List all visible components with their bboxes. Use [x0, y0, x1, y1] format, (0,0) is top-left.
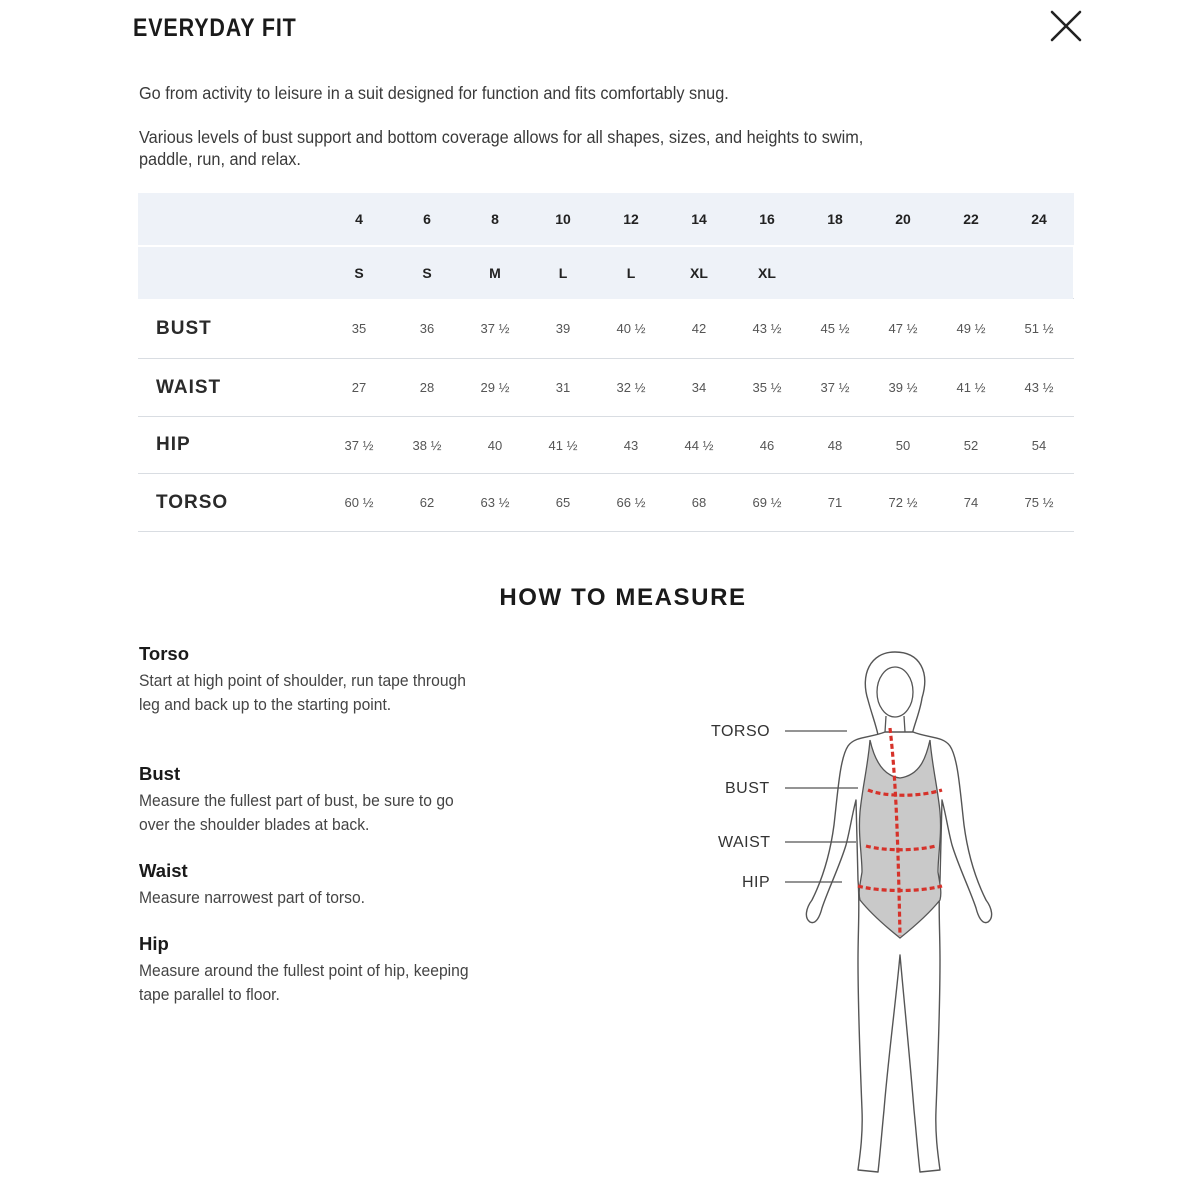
how-to-measure-title: HOW TO MEASURE — [499, 584, 747, 611]
table-cell: 40 — [487, 437, 503, 453]
table-cell: 74 — [963, 495, 979, 510]
table-cell: 48 — [827, 437, 843, 453]
measure-heading: Torso — [139, 643, 190, 664]
measure-bust — [139, 763, 479, 837]
letter-size: XL — [665, 247, 733, 299]
table-cell: 41 ½ — [956, 380, 986, 395]
row-label: TORSO — [156, 491, 229, 513]
table-cell: 60 ½ — [344, 495, 374, 510]
table-cell: 32 ½ — [616, 380, 646, 395]
table-cell: 37 ½ — [480, 321, 510, 336]
table-cell: 37 ½ — [820, 380, 850, 395]
table-cell: 40 ½ — [616, 321, 646, 336]
intro-text-2: Various levels of bust support and bottom coverage allows for all shapes, sizes, and heights to swim, paddle, run, and relax. — [139, 127, 864, 169]
label-waist: WAIST — [718, 834, 771, 851]
row-label: HIP — [156, 434, 191, 455]
table-cell: 37 ½ — [344, 437, 374, 453]
body-measurement-figure — [700, 640, 1030, 1185]
letter-size — [801, 247, 869, 299]
letter-size: S — [325, 247, 393, 299]
header-spacer — [138, 247, 325, 299]
letter-size: S — [393, 247, 461, 299]
table-cell: 43 — [623, 437, 639, 453]
measure-description: Measure around the fullest point of hip, keeping tape parallel to floor. — [139, 961, 469, 1004]
table-cell: 75 ½ — [1024, 495, 1054, 510]
label-torso: TORSO — [711, 723, 771, 740]
table-cell: 62 — [419, 495, 435, 510]
table-cell: 35 ½ — [752, 380, 782, 395]
letter-size: L — [597, 247, 665, 299]
table-cell: 50 — [895, 437, 911, 453]
size-number: 10 — [555, 211, 571, 227]
row-label: WAIST — [156, 376, 222, 398]
measure-torso — [139, 643, 479, 717]
table-cell: 71 — [827, 495, 843, 510]
size-number: 6 — [423, 211, 431, 227]
label-hip: HIP — [742, 874, 771, 891]
table-cell: 31 — [555, 380, 571, 395]
size-number-row — [138, 193, 1074, 247]
table-cell: 29 ½ — [480, 380, 510, 395]
size-number: 22 — [963, 211, 979, 227]
table-cell: 66 ½ — [616, 495, 646, 510]
table-cell: 63 ½ — [480, 495, 510, 510]
close-icon — [1046, 6, 1086, 46]
size-chart-table — [138, 193, 1074, 532]
table-cell: 38 ½ — [412, 437, 442, 453]
page-title: EVERYDAY FIT — [133, 14, 297, 42]
table-row-waist — [138, 359, 1074, 417]
size-number: 14 — [691, 211, 707, 227]
table-cell: 45 ½ — [820, 321, 850, 336]
measure-hip — [139, 933, 479, 1007]
table-cell: 68 — [691, 495, 707, 510]
size-number: 24 — [1031, 211, 1047, 227]
table-cell: 49 ½ — [956, 321, 986, 336]
table-cell: 42 — [691, 321, 707, 336]
table-row-hip — [138, 417, 1074, 474]
table-cell: 27 — [351, 380, 367, 395]
table-cell: 43 ½ — [752, 321, 782, 336]
size-number: 12 — [623, 211, 639, 227]
table-cell: 51 ½ — [1024, 321, 1054, 336]
table-cell: 43 ½ — [1024, 380, 1054, 395]
table-cell: 34 — [691, 380, 707, 395]
letter-size-row — [138, 247, 1074, 299]
table-cell: 54 — [1031, 437, 1047, 453]
table-cell: 41 ½ — [548, 437, 578, 453]
table-cell: 52 — [963, 437, 979, 453]
measure-description: Measure narrowest part of torso. — [139, 888, 366, 907]
letter-size: XL — [733, 247, 801, 299]
table-cell: 47 ½ — [888, 321, 918, 336]
measure-description: Measure the fullest part of bust, be sure to go over the shoulder blades at back. — [139, 791, 454, 834]
letter-size: L — [529, 247, 597, 299]
table-cell: 39 — [555, 321, 571, 336]
table-cell: 69 ½ — [752, 495, 782, 510]
size-number: 18 — [827, 211, 843, 227]
measure-heading: Waist — [139, 860, 188, 881]
table-cell: 72 ½ — [888, 495, 918, 510]
size-number: 16 — [759, 211, 775, 227]
row-label: BUST — [156, 317, 212, 339]
table-cell: 39 ½ — [888, 380, 918, 395]
close-button[interactable] — [1046, 6, 1086, 46]
letter-size — [1005, 247, 1073, 299]
size-number: 8 — [491, 211, 499, 227]
table-cell: 36 — [419, 321, 435, 336]
size-number: 20 — [895, 211, 911, 227]
table-cell: 28 — [419, 380, 435, 395]
measure-description: Start at high point of shoulder, run tape through leg and back up to the starting point. — [139, 671, 466, 714]
measure-waist — [139, 860, 479, 910]
intro-text-1: Go from activity to leisure in a suit designed for function and fits comfortably snug. — [139, 83, 729, 103]
figure-head — [877, 667, 913, 717]
table-cell: 35 — [351, 321, 367, 336]
letter-size — [869, 247, 937, 299]
letter-size — [937, 247, 1005, 299]
label-bust: BUST — [725, 780, 770, 797]
table-row-bust — [138, 299, 1074, 359]
size-number: 4 — [355, 211, 363, 227]
measure-heading: Hip — [139, 933, 169, 954]
table-cell: 65 — [555, 495, 571, 510]
table-cell: 44 ½ — [684, 437, 714, 453]
letter-size: M — [461, 247, 529, 299]
table-cell: 46 — [759, 437, 775, 453]
measure-heading: Bust — [139, 763, 181, 784]
table-row-torso — [138, 474, 1074, 532]
